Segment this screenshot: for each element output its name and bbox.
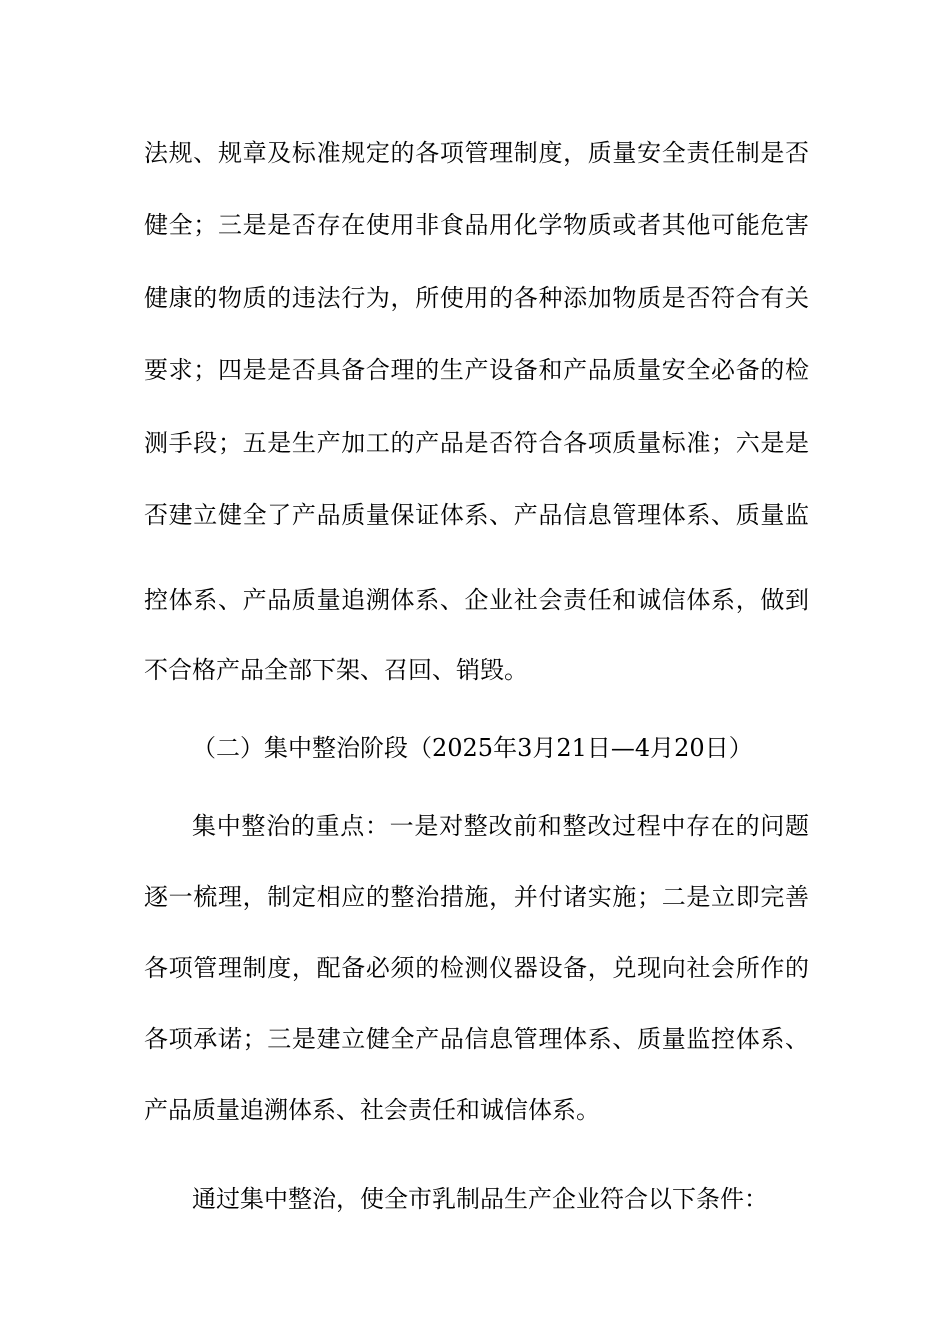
paragraph-line: 逐一梳理，制定相应的整治措施，并付诸实施；二是立即完善 [144, 883, 809, 911]
paragraph-line: 否建立健全了产品质量保证体系、产品信息管理体系、质量监 [144, 501, 809, 529]
paragraph-line: 各项承诺；三是建立健全产品信息管理体系、质量监控体系、 [144, 1025, 809, 1053]
paragraph-line: 集中整治的重点：一是对整改前和整改过程中存在的问题 [192, 812, 809, 840]
paragraph-line: 健康的物质的违法行为，所使用的各种添加物质是否符合有关 [144, 284, 809, 312]
paragraph-line: 要求；四是是否具备合理的生产设备和产品质量安全必备的检 [144, 356, 809, 384]
paragraph-line: 测手段；五是生产加工的产品是否符合各项质量标准；六是是 [144, 429, 809, 457]
paragraph-line: 控体系、产品质量追溯体系、企业社会责任和诚信体系，做到 [144, 586, 809, 614]
paragraph-line: 产品质量追溯体系、社会责任和诚信体系。 [144, 1096, 600, 1124]
section-heading: （二）集中整治阶段（2025年3月21日—4月20日） [192, 734, 753, 762]
paragraph-line: 各项管理制度，配备必须的检测仪器设备，兑现向社会所作的 [144, 954, 809, 982]
paragraph-line: 通过集中整治，使全市乳制品生产企业符合以下条件： [192, 1185, 768, 1213]
paragraph-line: 健全；三是是否存在使用非食品用化学物质或者其他可能危害 [144, 211, 809, 239]
paragraph-line: 不合格产品全部下架、召回、销毁。 [144, 656, 528, 684]
paragraph-line: 法规、规章及标准规定的各项管理制度，质量安全责任制是否 [144, 139, 809, 167]
